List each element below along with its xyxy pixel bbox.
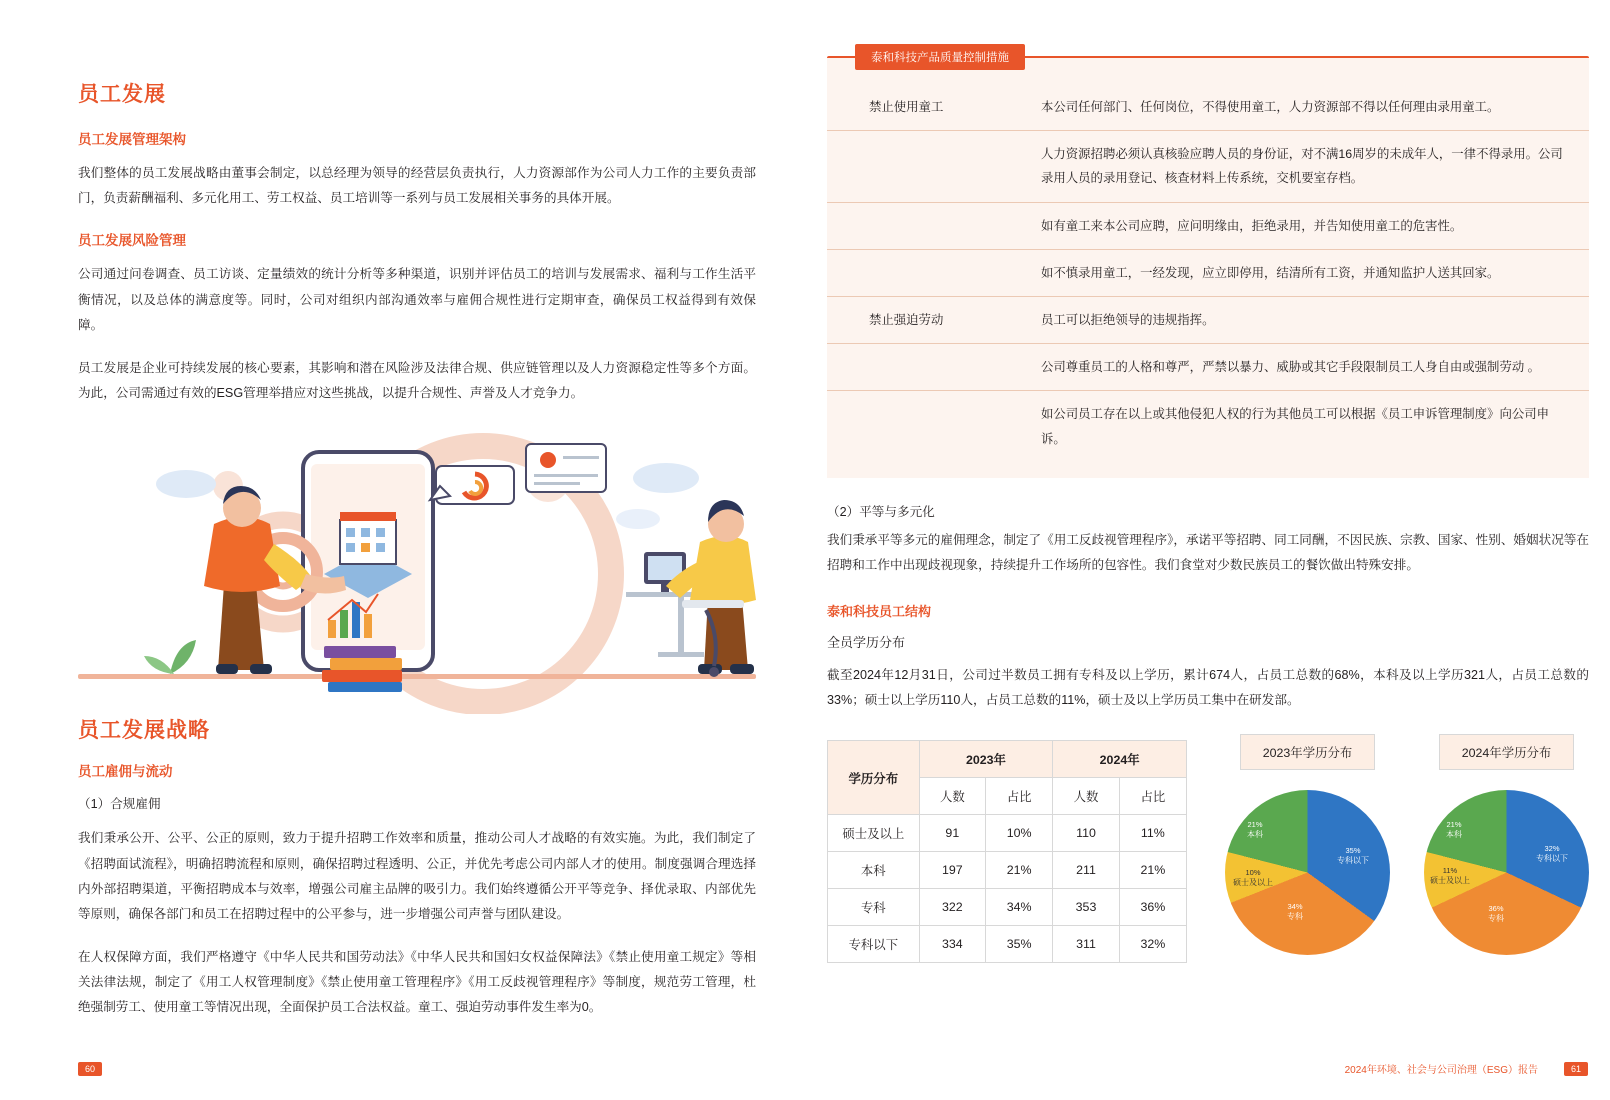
paragraph-1: 我们整体的员工发展战略由董事会制定，以总经理为领导的经营层负责执行，人力资源部作为公司人力工作的主要负责部门，负责薪酬福利、多元化用工、劳工权益、员工培训等一系列与员工发展相关事务的具体开展。 [78, 166, 756, 206]
table-row [827, 249, 1589, 296]
strategy-title: 员工发展战略 [78, 719, 210, 743]
pie-2023-slice-label-3: 21% 本科 [1247, 820, 1263, 839]
table-subheader-pct-2024: 占比 [1119, 778, 1186, 815]
row-label: 禁止强迫劳动 [827, 296, 1025, 343]
list-item-equality-diversity: （2）平等与多元化 [827, 504, 935, 519]
row-text: 人力资源招聘必须认真核验应聘人员的身份证，对不满16周岁的未成年人，一律不得录用。公司录用人员的录用登记、核查材料上传系统，交机要室存档。 [1025, 131, 1589, 202]
paragraph-2: 公司通过问卷调查、员工访谈、定量绩效的统计分析等多种渠道，识别并评估员工的培训与发展需求、福利与工作生活平衡情况，以及总体的满意度等。同时，公司对组织内部沟通效率与雇佣合规性进行定期审查，确保员工权益得到有效保障。 [78, 267, 756, 332]
list-item-compliant-hiring: （1）合规雇佣 [78, 797, 161, 812]
paragraph-6: 我们秉承平等多元的雇佣理念，制定了《用工反歧视管理程序》，承诺平等招聘、同工同酬，不因民族、宗教、国家、性别、婚姻状况等在招聘和工作中出现歧视现象，持续提升工作场所的包容性。我们食堂对少数民族员工的餐饮做出特殊安排。 [827, 533, 1589, 572]
cell-pct-2024: 21% [1119, 852, 1186, 889]
cell-category: 本科 [828, 852, 920, 889]
cell-pct-2024: 36% [1119, 889, 1186, 926]
pie-chart-2024 [1424, 734, 1589, 955]
table-subheader-pct-2023: 占比 [986, 778, 1053, 815]
subheading-education-distribution: 全员学历分布 [827, 635, 906, 651]
row-label [827, 391, 1025, 462]
row-text: 公司尊重员工的人格和尊严，严禁以暴力、威胁或其它手段限制员工人身自由或强制劳动 。 [1025, 344, 1589, 391]
table-row [827, 391, 1589, 462]
row-label [827, 249, 1025, 296]
cell-category: 硕士及以上 [828, 815, 920, 852]
paragraph-3: 员工发展是企业可持续发展的核心要素，其影响和潜在风险涉及法律合规、供应链管理以及人力资源稳定性等多个方面。为此，公司需通过有效的ESG管理举措应对这些挑战，以提升合规性、声誉及人才竞争力。 [78, 360, 756, 401]
pie-2024-slice-label-3: 21% 本科 [1446, 820, 1462, 839]
page-title: 员工发展 [78, 83, 166, 106]
pie-title-2023: 2023年学历分布 [1240, 734, 1376, 770]
cell-pct-2024: 32% [1119, 926, 1186, 963]
page-number-left: 60 [78, 1062, 102, 1076]
table-row [828, 852, 1187, 889]
card-tab-label: 泰和科技产品质量控制措施 [855, 44, 1025, 70]
cell-count-2024: 311 [1053, 926, 1119, 963]
cell-category: 专科以下 [828, 926, 920, 963]
paragraph-5: 在人权保障方面，我们严格遵守《中华人民共和国劳动法》《中华人民共和国妇女权益保障法》《禁止使用童工规定》等相关法律法规，制定了《用工人权管理制度》《禁止使用童工管理程序》《用工反歧视管理程序》等制度，规范劳工管理，杜绝强制劳工、使用童工等情况出现，全面保护员工合法权益。童工、强迫劳动事件发生率为0。 [78, 950, 756, 1015]
table-subheader-count-2024: 人数 [1053, 778, 1119, 815]
table-row [827, 84, 1589, 131]
table-row [828, 815, 1187, 852]
table-row [827, 296, 1589, 343]
subheading-management-structure: 员工发展管理架构 [78, 132, 186, 147]
education-distribution-table [827, 740, 1187, 963]
cell-pct-2024: 11% [1119, 815, 1186, 852]
page-number-right: 61 [1564, 1062, 1588, 1076]
cell-count-2024: 353 [1053, 889, 1119, 926]
cell-count-2023: 91 [919, 815, 985, 852]
cell-category: 专科 [828, 889, 920, 926]
row-label [827, 131, 1025, 202]
pie-2023-slice-label-0: 35% 专科以下 [1337, 846, 1369, 865]
table-header-category: 学历分布 [828, 741, 920, 815]
cell-count-2023: 334 [919, 926, 985, 963]
row-text: 如不慎录用童工，一经发现，应立即停用，结清所有工资，并通知监护人送其回家。 [1025, 249, 1589, 296]
row-text: 本公司任何部门、任何岗位，不得使用童工，人力资源部不得以任何理由录用童工。 [1025, 84, 1589, 131]
cell-count-2023: 322 [919, 889, 985, 926]
footer-report-title: 2024年环境、社会与公司治理（ESG）报告 [1344, 1065, 1538, 1076]
table-row [828, 889, 1187, 926]
table-row [827, 344, 1589, 391]
cell-count-2024: 211 [1053, 852, 1119, 889]
cell-count-2023: 197 [919, 852, 985, 889]
table-row [828, 926, 1187, 963]
cell-pct-2023: 10% [986, 815, 1053, 852]
paragraph-4: 我们秉承公开、公平、公正的原则，致力于提升招聘工作效率和质量，推动公司人才战略的有效实施。为此，我们制定了《招聘面试流程》，明确招聘流程和原则，确保招聘过程透明、公正，并优先考虑公司内部人才的使用。制度强调合理选择内外部招聘渠道，平衡招聘成本与效率，增强公司雇主品牌的吸引力。我们始终遵循公开平等竞争、择优录取、内部优先等原则，确保各部门和员工在招聘过程中的公平参与，进一步增强公司声誉与团队建设。 [78, 831, 756, 921]
cell-pct-2023: 21% [986, 852, 1053, 889]
row-label [827, 344, 1025, 391]
pie-2023-slice-label-2: 10% 硕士及以上 [1233, 868, 1273, 887]
table-row [827, 202, 1589, 249]
quality-control-card [827, 52, 1589, 478]
pie-2023-slice-label-1: 34% 专科 [1287, 902, 1303, 921]
table-header-2023: 2023年 [919, 741, 1053, 778]
cell-pct-2023: 35% [986, 926, 1053, 963]
pie-2024-slice-label-2: 11% 硕士及以上 [1430, 866, 1470, 885]
subheading-employee-structure: 泰和科技员工结构 [827, 604, 932, 620]
quality-control-table [827, 84, 1589, 462]
cell-count-2024: 110 [1053, 815, 1119, 852]
row-label: 禁止使用童工 [827, 84, 1025, 131]
subheading-employment-mobility: 员工雇佣与流动 [78, 764, 173, 780]
right-page [805, 0, 1610, 1100]
paragraph-7: 截至2024年12月31日，公司过半数员工拥有专科及以上学历，累计674人，占员工总数的68%，本科及以上学历321人，占员工总数的33%；硕士以上学历110人，占员工总数的11%，硕士及以上学历员工集中在研发部。 [827, 668, 1589, 707]
pie-title-2024: 2024年学历分布 [1439, 734, 1575, 770]
row-text: 员工可以拒绝领导的违规指挥。 [1025, 296, 1589, 343]
row-label [827, 202, 1025, 249]
pie-2024-slice-label-1: 36% 专科 [1488, 904, 1504, 923]
cell-pct-2023: 34% [986, 889, 1053, 926]
employee-development-illustration [78, 424, 756, 714]
pie-2024-slice-label-0: 32% 专科以下 [1536, 844, 1568, 863]
table-header-2024: 2024年 [1053, 741, 1187, 778]
table-subheader-count-2023: 人数 [919, 778, 985, 815]
pie-chart-2023 [1225, 734, 1390, 955]
row-text: 如公司员工存在以上或其他侵犯人权的行为其他员工可以根据《员工申诉管理制度》向公司申诉。 [1041, 407, 1550, 446]
subheading-risk-management: 员工发展风险管理 [78, 233, 186, 249]
row-text: 如有童工来本公司应聘，应问明缘由，拒绝录用，并告知使用童工的危害性。 [1025, 202, 1589, 249]
table-row [827, 131, 1589, 202]
